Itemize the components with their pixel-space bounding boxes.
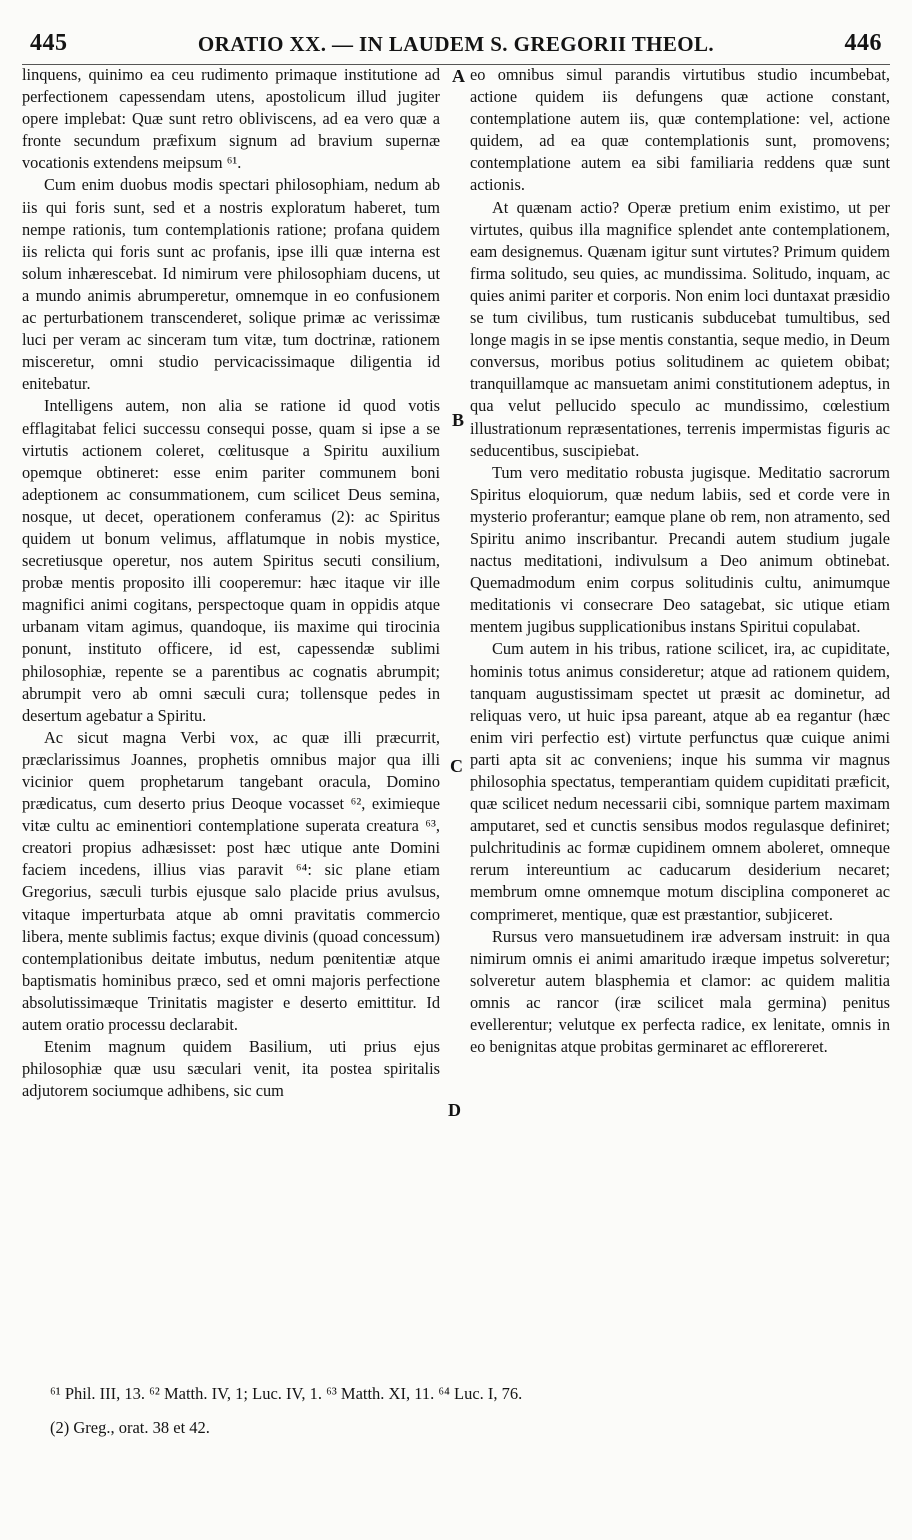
left-paragraph-5: Etenim magnum quidem Basilium, uti prius ejus philosophiæ quæ usu sæculari venit, ita postea spiritalis adjutorem sociumque adhibens, sic cum (22, 1037, 440, 1101)
footnotes (50, 1383, 872, 1451)
section-marker-c: C (450, 756, 463, 776)
footnote-references: ⁶¹ Phil. III, 13. ⁶² Matth. IV, 1; Luc. IV, 1. ⁶³ Matth. XI, 11. ⁶⁴ Luc. I, 76. (50, 1384, 523, 1403)
page-title: ORATIO XX. — IN LAUDEM S. GREGORII THEOL. (197, 32, 715, 56)
left-paragraph-2: Cum enim duobus modis spectari philosophiam, nedum ab iis qui foris sunt, sed et a nostris exploratum haberet, tum nempe rationis, tum contemplationis ratione; profana quidem iis relicta qui foris sunt ac profanis, ipse illi quæ interna est solum inhærescebat. Id nimirum vere philosophiam ducens, ut a mundo animis abrumperetur, omnemque in eo confusionem ac perturbationem transcenderet, solique primæ ac verissimæ luci per veram ac sinceram tum vitæ, tum doctrinæ, rationem misceretur, omni studio pervicacissimaque diligentia id enitebatur. (22, 175, 440, 394)
running-header (22, 30, 890, 65)
left-paragraph-4: Ac sicut magna Verbi vox, ac quæ illi præcurrit, præclarissimus Joannes, prophetis omnibus major qua illi vicinior quem prophetarum tangebant oracula, Domino prædicatus, cum deserto prius Deoque vocasset ⁶², eximieque vitæ cultu ac eminentiori contemplatione superata creatura ⁶³, creatori propius adhæsisset: post hæc utique ante Domini faciem incedens, illius vias paravit ⁶⁴: sic plane etiam Gregorius, sæculi turbis ejusque salo placide prius avulsus, vitaque imperturbata atque ab omni pravitatis commercio libera, mente sublimis factus; exque divinis (quoad concessum) contemplationibus deitate imbutus, nedum pœnitentiæ atque baptismatis hominibus præco, sed et omni majoris perfectione absolutissimæque Trinitatis magister e deserto emittitur. Id autem oratio processu declarabit. (22, 727, 440, 1035)
right-paragraph-1: eo omnibus simul parandis virtutibus studio incumbebat, actione quidem iis defungens quæ actione constant, contemplatione autem iis, quæ contemplatione: vel, actione quidem, ad ea quæ contemplationis sunt, promovens; contemplatione autem ea sibi familiaria reddens quæ sunt actionis. (470, 65, 890, 195)
right-paragraph-5: Rursus vero mansuetudinem iræ adversam instruit: in qua nimirum omnis ei animi amaritudo iræque impetus solveretur; solveretur autem blasphemia et clamor: ac quidem malitia omnis ac rancor (iræ scilicet mala germina) penitus evellerentur; velutque ex perfecta radice, ex lenitate, omnis in eo benignitas atque probitas germinaret ac efflorereret. (470, 926, 890, 1057)
section-marker-a: A (452, 66, 465, 86)
left-paragraph-1: linquens, quinimo ea ceu rudimento primaque institutione ad perfectionem capessendam utens, apostolicum illud jugiter opere implebat: Quæ sunt retro obliviscens, ad ea vero quæ a fronte secundum præfixum signum ad bravium supernæ vocationis extendens meipsum ⁶¹. (22, 65, 440, 173)
left-column (22, 64, 440, 1102)
right-paragraph-4: Cum autem in his tribus, ratione scilicet, ira, ac cupiditate, hominis totus animus consideretur; atque ad rationem quidem, tanquam augustissimam spectet ut præsit ac dominetur, ad reliquas vero, ut huic ipsa pareant, atque ab ea regantur (hæc enim viri perfectio est) virtute perfunctus quæ cuique animi parti apta sit ac conveniens; inque his summa vir magnus philosophia spectatus, temperantiam quidem cupiditati præficit, quæ scilicet nedum necessarii cibi, somnique partem maximam amputaret, sed et cunctis sensibus modos regulasque definiret; pulchritudinis ac formæ cupidinem omnem aboleret, omneque rerum intereuntium ac caducarum desiderium necaret; membrum omne omnemque motum disciplina componeret ac comprimeret, mentique, quæ est præstantior, subjiceret. (470, 639, 890, 924)
right-paragraph-3: Tum vero meditatio robusta jugisque. Meditatio sacrorum Spiritus eloquiorum, quæ nedum labiis, sed et corde vere in mysterio proferantur; eamque plane ob rem, non atramento, sed Spiritu animo inscribantur. Precandi autem studium jugale nactus meditationi, indivulsum a Deo animum obtinebat. Quemadmodum enim corpus solitudinis cultu, animumque meditationis vi consecrare Deo satagebat, sic utique etiam mentem jugibus supplicationibus instans Spiritui copulabat. (470, 462, 890, 637)
page-number-right: 446 (844, 30, 882, 56)
page-number-left: 445 (30, 30, 68, 56)
section-marker-b: B (452, 410, 465, 430)
right-column (470, 64, 890, 1058)
footnote-note-2: (2) Greg., orat. 38 et 42. (50, 1418, 210, 1437)
left-paragraph-3: Intelligens autem, non alia se ratione id quod votis efflagitabat felici successu consequi posse, quam si ipse a se virtutis actionem coleret, cœlitusque a Spiritu auxilium opemque obtineret: esse enim pariter communem boni adeptionem ac consummationem, cum scilicet Deus semina, nosque, ut decet, operationem conferamus (2): ac Spiritus quidem ut bonum velimus, afflatumque in nobis mystice, secretiusque operetur, nos autem Spiritus secuti consilium, probæ mentis proposito illi cooperemur: hæc itaque vir ille magnifici animi cogitans, perspectoque quam in oppidis atque urbanam vitam agimus, quandoque, iis maxime qui tirocinia ponunt, instituto officere, id est, capessendæ sublimi philosophiæ, repente se a parentibus ac cognatis abrumpit; abrumpit vero ab omni sæculi cura; tollensque pedes in desertum agebatur a Spiritu. (22, 396, 440, 725)
right-paragraph-2: At quænam actio? Operæ pretium enim existimo, ut per virtutes, quibus illa magnifice splendet ante contemplationem, eam designemus. Quænam igitur sunt virtutes? Primum quidem firma solitudo, seu quies, ac mundissima. Solitudo, inquam, ac quies animi pariter et corporis. Non enim loci duntaxat præsidio se tum civilibus, tum rusticanis subducebat tumultibus, sed longe magis in se ipse mentis constantia, seque medio, in Deum conversus, moribus potius solitudinem ac quietem obibat; tranquillamque ac mansuetam animi constitutionem adeptus, in qua velut pellucido speculo ac mundissimo, cœlestium illustrationum repræsentationes, terrenis impermistas figuris ac seducentibus, suscipiebat. (470, 197, 890, 460)
section-marker-d: D (448, 1100, 461, 1120)
